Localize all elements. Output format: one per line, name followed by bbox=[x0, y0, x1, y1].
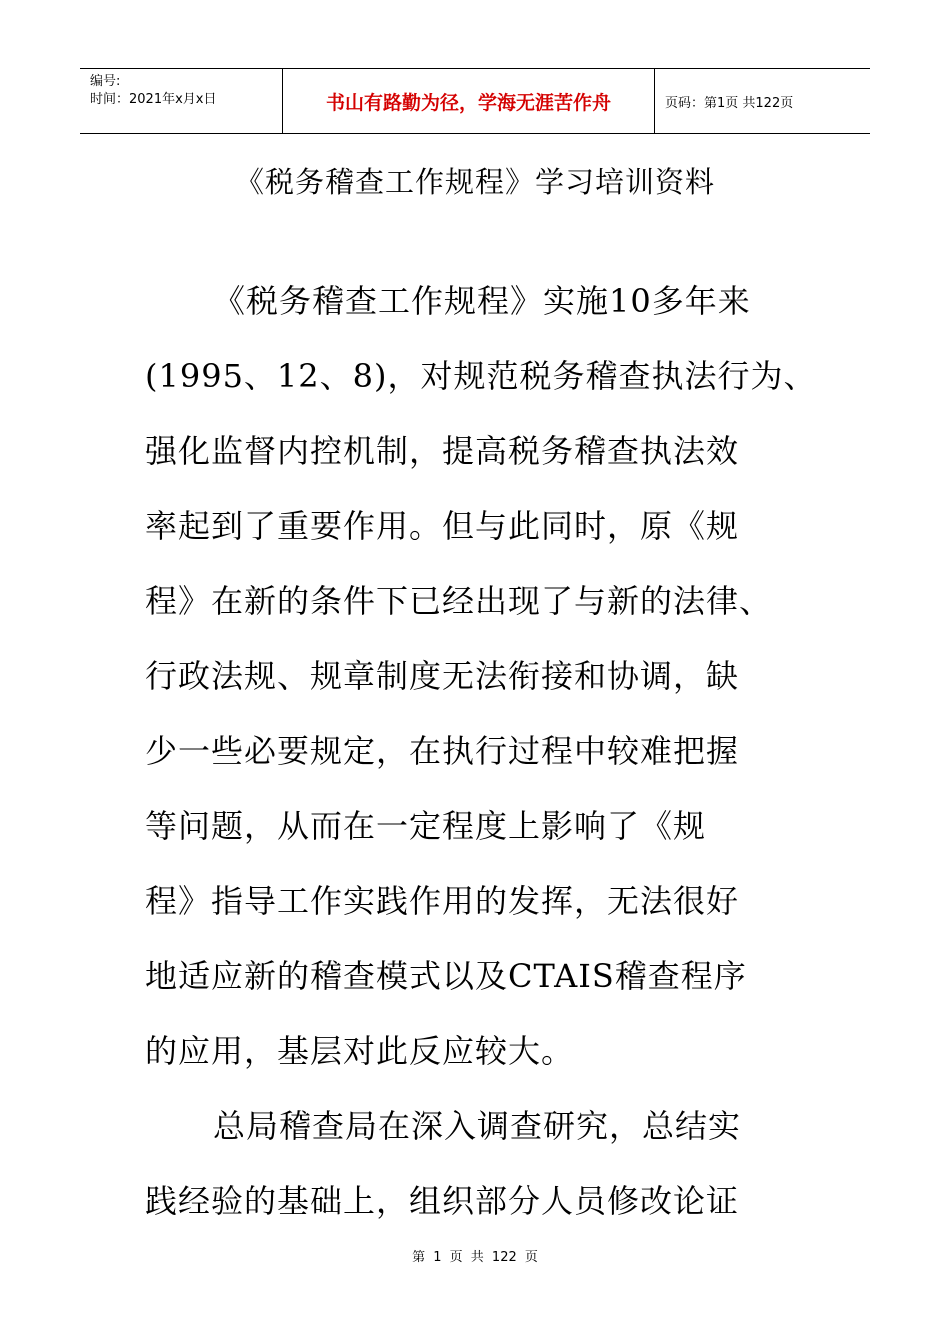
header-page-info: 页码：第1页 共122页 bbox=[665, 95, 794, 111]
date-label: 时间：2021年x月x日 bbox=[90, 92, 217, 107]
header-table bbox=[80, 68, 870, 134]
header-motto: 书山有路勤为径，学海无涯苦作舟 bbox=[283, 69, 655, 133]
text-line: (1995、12、8)，对规范税务稽查执法行为、 bbox=[145, 357, 817, 395]
text-line: 率起到了重要作用。但与此同时，原《规 bbox=[145, 507, 740, 545]
document-title: 《税务稽查工作规程》学习培训资料 bbox=[234, 165, 715, 199]
text-line: 强化监督内控机制，提高税务稽查执法效 bbox=[145, 432, 740, 470]
text-line: 程》指导工作实践作用的发挥，无法很好 bbox=[145, 882, 740, 920]
text-line: 总局稽查局在深入调查研究，总结实 bbox=[213, 1107, 742, 1145]
text-line: 践经验的基础上，组织部分人员修改论证 bbox=[145, 1182, 740, 1220]
text-line: 少一些必要规定，在执行过程中较难把握 bbox=[145, 732, 740, 770]
page-footer: 第 1 页 共 122 页 bbox=[412, 1250, 538, 1265]
number-label: 编号: bbox=[90, 74, 121, 89]
text-line: 的应用，基层对此反应较大。 bbox=[145, 1032, 575, 1070]
text-line: 地适应新的稽查模式以及CTAIS稽查程序 bbox=[145, 957, 747, 995]
text-line: 行政法规、规章制度无法衔接和协调，缺 bbox=[145, 657, 740, 695]
text-line: 程》在新的条件下已经出现了与新的法律、 bbox=[145, 582, 773, 620]
document-body bbox=[145, 266, 825, 1241]
text-line: 等问题，从而在一定程度上影响了《规 bbox=[145, 807, 707, 845]
header-meta bbox=[80, 69, 283, 133]
text-line: 《税务稽查工作规程》实施10多年来 bbox=[213, 282, 751, 320]
